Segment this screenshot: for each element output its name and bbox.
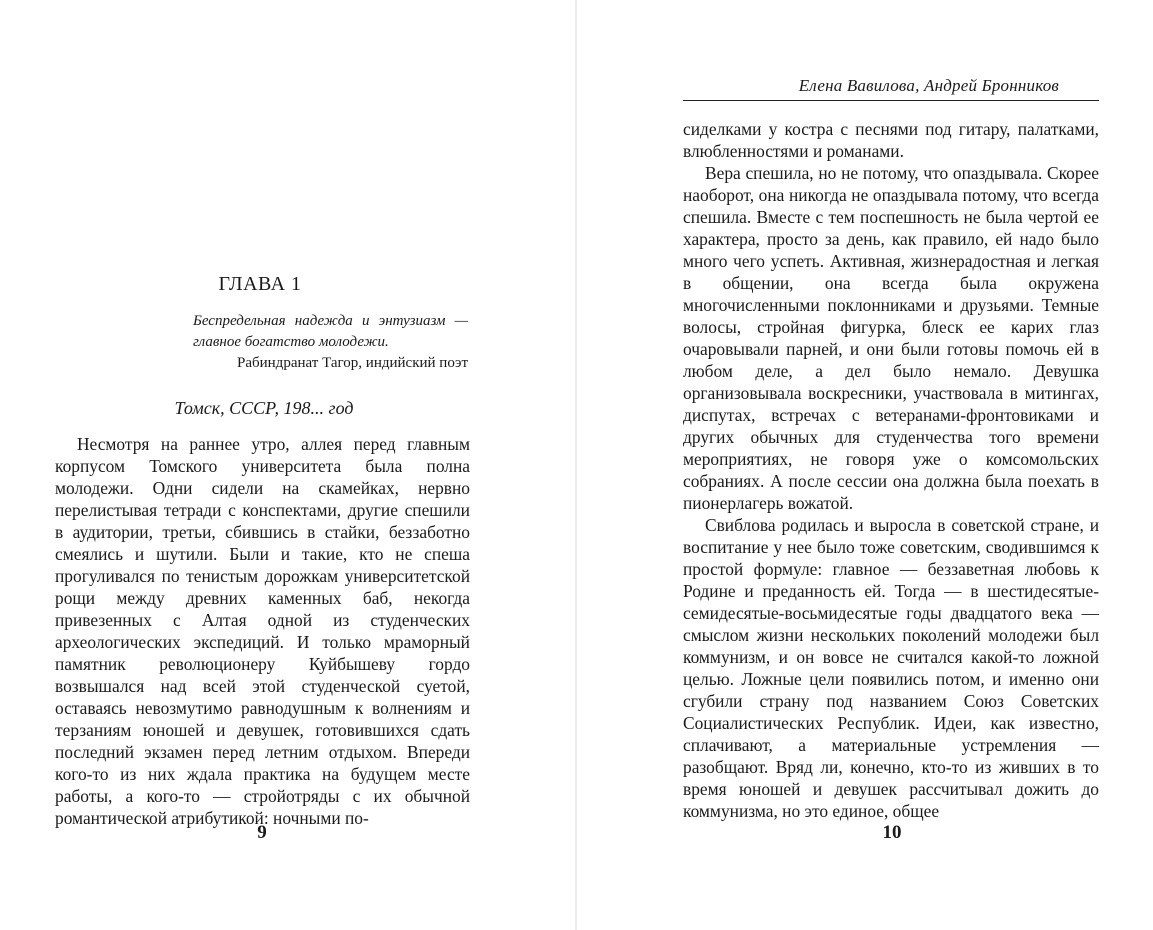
right-page: [577, 0, 1153, 930]
epigraph: [193, 311, 468, 374]
chapter-title: ГЛАВА 1: [218, 273, 302, 295]
header-rule: [683, 100, 1099, 101]
paragraph: Вера спешила, но не потому, что опаздывала. Скорее наоборот, она никогда не опаздывала потому, что всегда спешила. Вместе с тем поспешность не была чертой ее характера, просто за день, как правило, ей надо было много чего успеть. Активная, жизнерадостная и легкая в общении, она всегда была окружена многочисленными поклонниками и друзьями. Темные волосы, стройная фигурка, блеск ее карих глаз очаровывали парней, и они были готовы помочь ей в любом деле, а дел было немало. Девушка организовывала воскресники, участвовала в митингах, диспутах, встречах с ветеранами-фронтовиками и других обычных для студенчества того времени мероприятиях, не говоря уже о комсомольских собраниях. А после сессии она должна была поехать в пионерлагерь вожатой.: [683, 163, 1099, 513]
page-number: 10: [882, 822, 902, 843]
paragraph: сиделками у костра с песнями под гитару, палатками, влюбленностями и романами.: [683, 119, 1099, 161]
epigraph-author: Рабиндранат Тагор, индийский поэт: [237, 355, 468, 371]
place-date-heading: Томск, СССР, 198... год: [174, 398, 354, 418]
epigraph-quote: Беспредельная надежда и энтузиазм — главное богатство молодежи.: [193, 313, 468, 350]
right-body-text: [683, 118, 1099, 822]
left-page: [0, 0, 576, 930]
running-head: Елена Вавилова, Андрей Бронников: [798, 76, 1059, 95]
paragraph: Несмотря на раннее утро, аллея перед главным корпусом Томского университета была полна молодежи. Одни сидели на скамейках, нервно перелистывая тетради с конспектами, другие спешили в аудитории, третьи, сбившись в стайки, беззаботно смеялись и шутили. Были и такие, кто не спеша прогуливался по тенистым дорожкам университетской рощи между древних каменных баб, некогда привезенных с Алтая одной из студенческих археологических экспедиций. И только мраморный памятник революционеру Куйбышеву гордо возвышался над всей этой студенческой суетой, оставаясь невозмутимо равнодушным к волнениям и терзаниям юношей и девушек, готовившихся сдать последний экзамен перед летним отдыхом. Впереди кого-то из них ждала практика на будущем месте работы, а кого-то — стройотряды с их обычной романтической атрибутикой: ночными по-: [55, 434, 470, 828]
left-body-text: [55, 433, 470, 829]
paragraph: Свиблова родилась и выросла в советской стране, и воспитание у нее было тоже советским, сводившимся к простой формуле: главное — беззаветная любовь к Родине и преданность ей. Тогда — в шестидесятые-семидесятые-восьмидесятые годы двадцатого века — смыслом жизни нескольких поколений молодежи был коммунизм, и он вовсе не считался какой-то ложной целью. Ложные цели появились потом, и именно они сгубили страну под названием Союз Советских Социалистических Республик. Идеи, как известно, сплачивают, а материальные устремления — разобщают. Вряд ли, конечно, кто-то из живших в то время юношей и девушек рассчитывал дожить до коммунизма, но это единое, общее: [683, 515, 1099, 821]
page-number: 9: [257, 822, 267, 843]
